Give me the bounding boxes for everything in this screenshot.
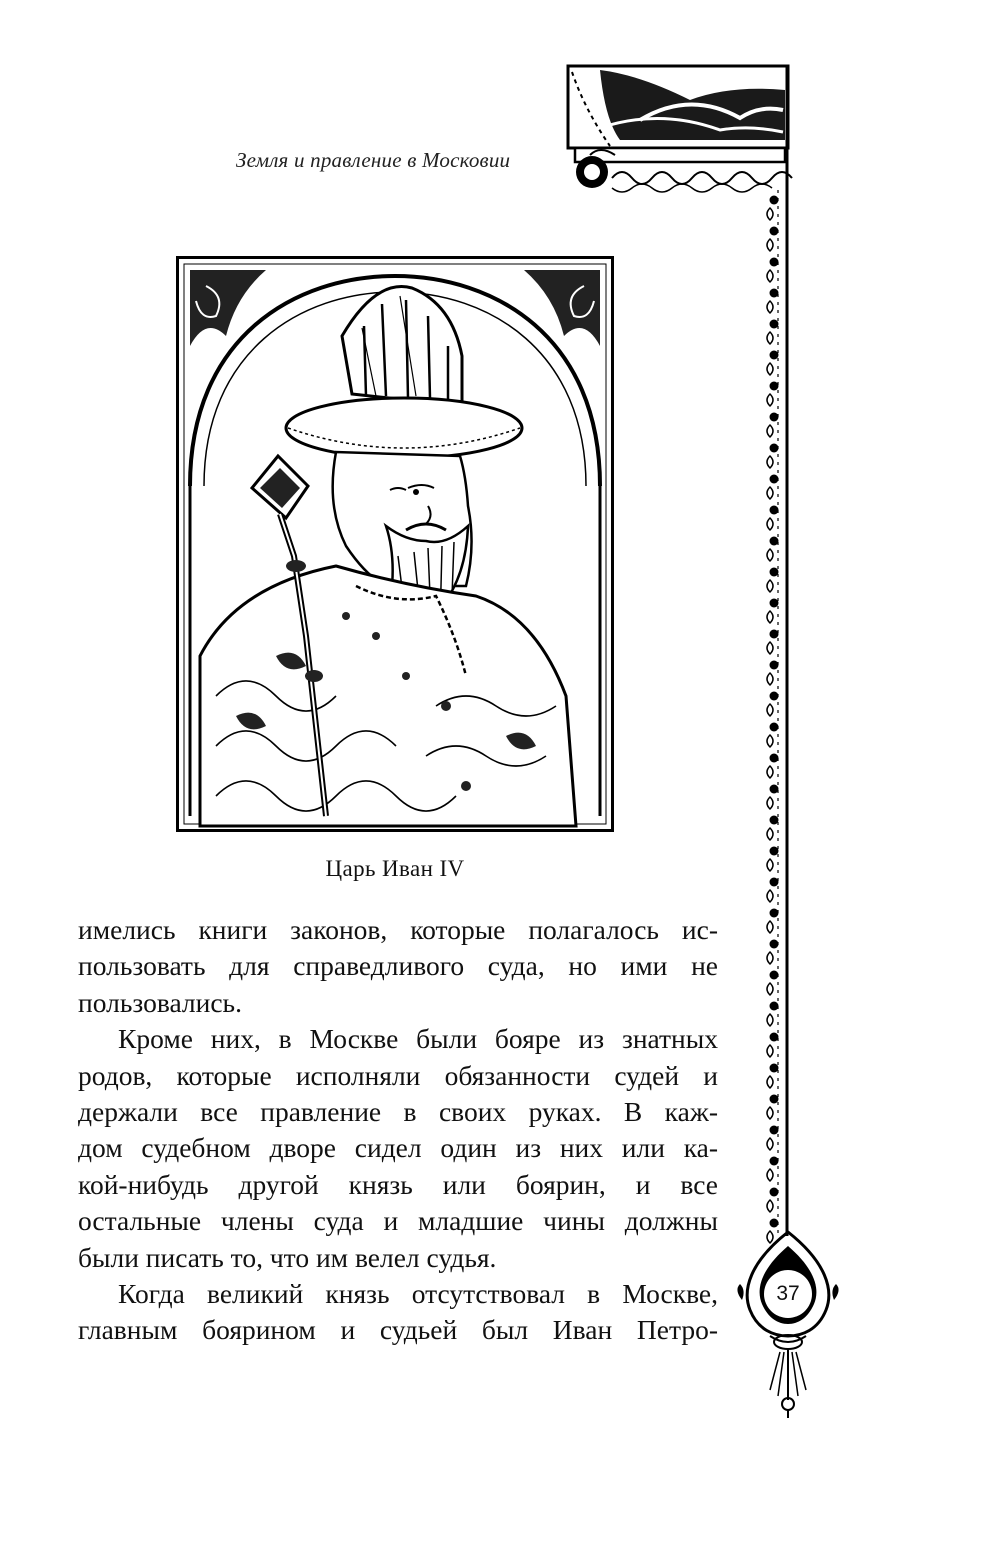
figure-caption: Царь Иван IV bbox=[325, 856, 465, 881]
text-line: держали все правление в своих руках. В каж- bbox=[78, 1095, 718, 1127]
text-line: Когда великий князь отсутствовал в Москве, bbox=[118, 1277, 718, 1309]
portrait-illustration bbox=[176, 256, 614, 832]
header-ornament bbox=[568, 66, 792, 192]
text-line: родов, которые исполняли обязанности судей и bbox=[78, 1059, 718, 1091]
text-line: были писать то, что им велел судья. bbox=[78, 1241, 497, 1273]
text-line: главным боярином и судьей был Иван Петро- bbox=[78, 1314, 718, 1346]
text-line: пользовать для справедливого суда, но ими не bbox=[78, 950, 718, 982]
running-head: Земля и правление в Московии bbox=[236, 148, 511, 172]
text-line: дом судебном дворе сидел один из них или ка- bbox=[78, 1132, 718, 1164]
text-line: Кроме них, в Москве были бояре из знатных bbox=[118, 1023, 718, 1055]
page-number-medallion bbox=[737, 1232, 838, 1418]
vertical-chain-border bbox=[767, 66, 787, 1243]
text-line: имелись книги законов, которые полагалось ис- bbox=[78, 914, 718, 945]
text-line: остальные члены суда и младшие чины должны bbox=[78, 1205, 718, 1237]
page-number: 37 bbox=[776, 1282, 800, 1305]
body-text bbox=[78, 912, 718, 1349]
text-line: кой-нибудь другой князь или боярин, и все bbox=[78, 1168, 718, 1200]
text-line: пользовались. bbox=[78, 986, 242, 1018]
